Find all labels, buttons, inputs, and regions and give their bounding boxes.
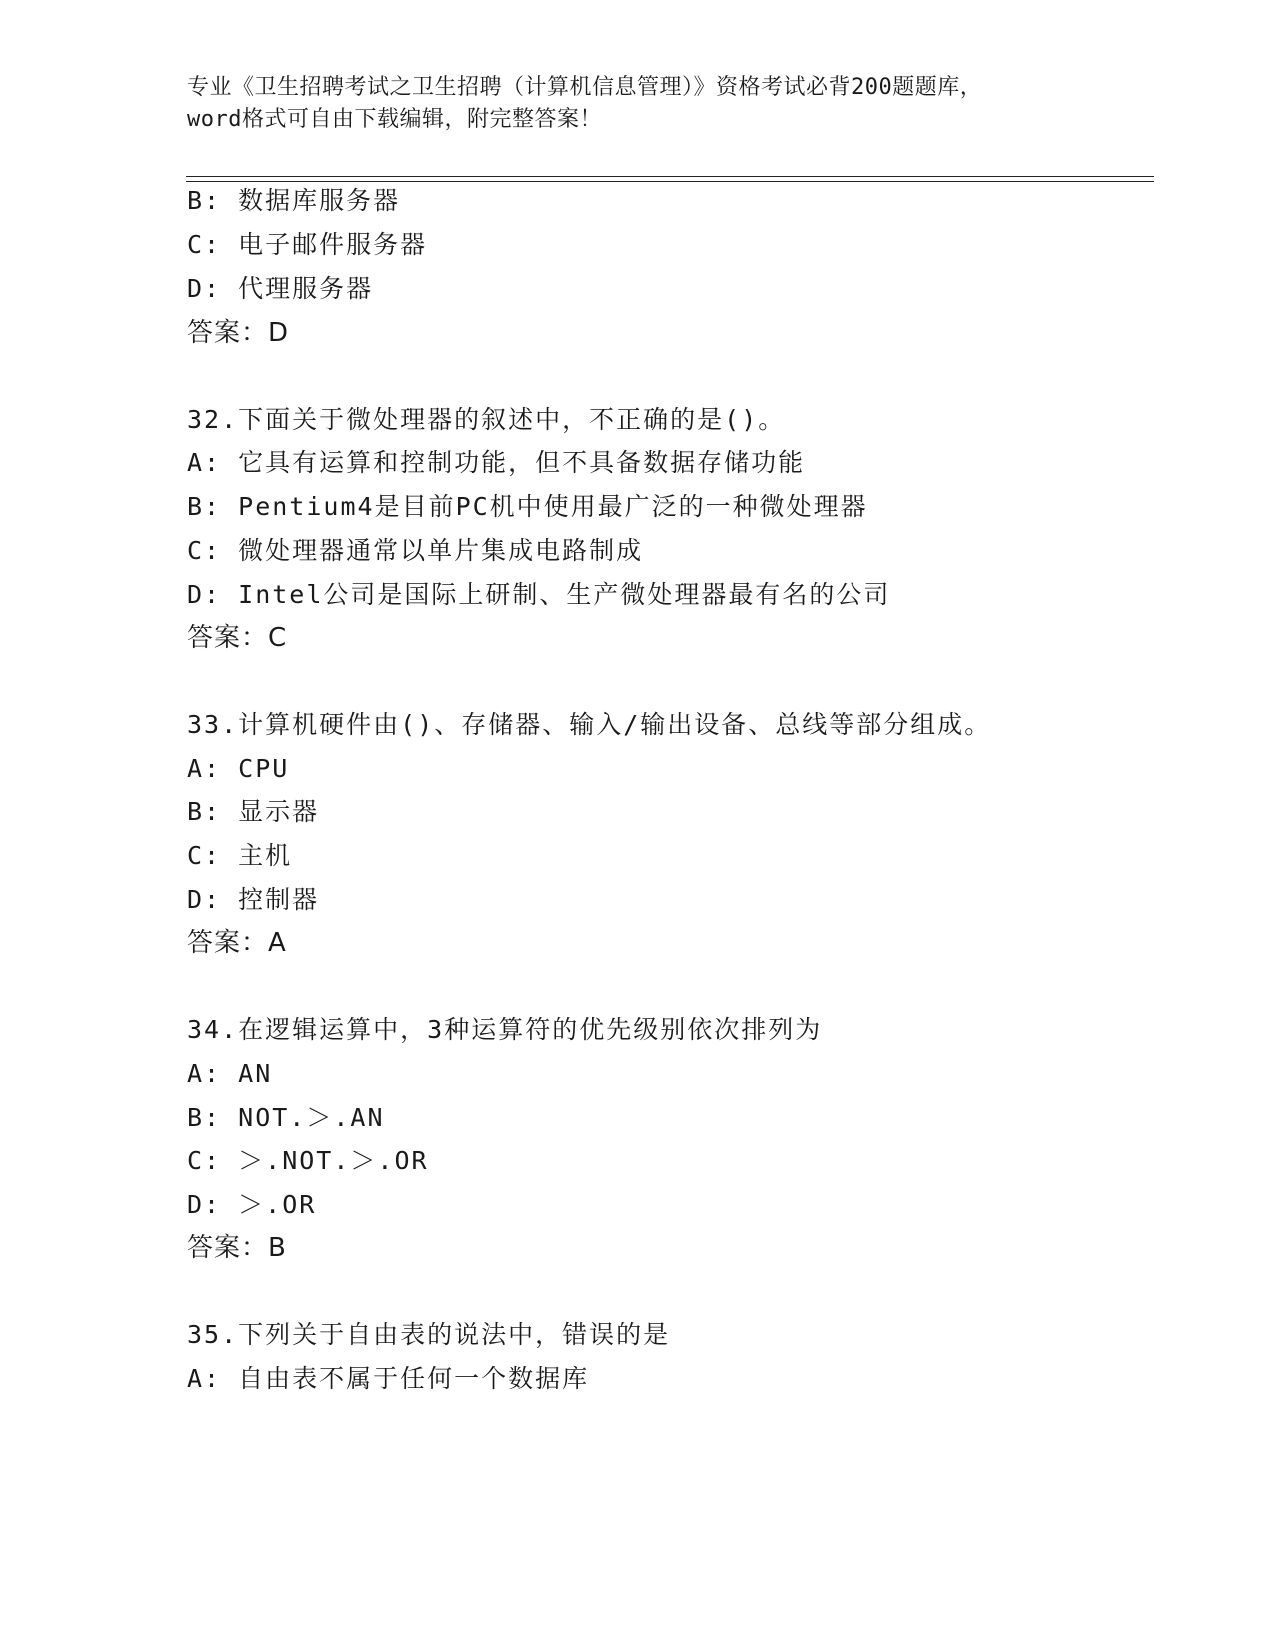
option-line: A: 自由表不属于任何一个数据库 bbox=[187, 1364, 590, 1393]
document-header bbox=[187, 72, 1087, 136]
option-line: A: 它具有运算和控制功能，但不具备数据存储功能 bbox=[187, 448, 806, 477]
header-divider-top bbox=[186, 176, 1154, 177]
option-line: C: 微处理器通常以单片集成电路制成 bbox=[187, 536, 644, 565]
question-stem: 33.计算机硬件由()、存储器、输入/输出设备、总线等部分组成。 bbox=[187, 710, 992, 739]
header-divider-bottom bbox=[186, 181, 1154, 182]
option-line: C: ＞.NOT.＞.OR bbox=[187, 1146, 429, 1175]
option-line: D: 代理服务器 bbox=[187, 274, 374, 303]
header-title-line-2: word格式可自由下载编辑，附完整答案！ bbox=[187, 107, 602, 132]
option-line: D: Intel公司是国际上研制、生产微处理器最有名的公司 bbox=[187, 580, 891, 609]
option-line: C: 主机 bbox=[187, 841, 293, 870]
option-line: B: 数据库服务器 bbox=[187, 186, 401, 215]
answer-line: 答案：D bbox=[187, 318, 290, 348]
option-line: B: Pentium4是目前PC机中使用最广泛的一种微处理器 bbox=[187, 492, 868, 521]
option-line: B: 显示器 bbox=[187, 797, 320, 826]
question-stem: 35.下列关于自由表的说法中，错误的是 bbox=[187, 1320, 671, 1349]
question-stem: 32.下面关于微处理器的叙述中，不正确的是()。 bbox=[187, 405, 786, 434]
answer-line: 答案：C bbox=[187, 623, 288, 653]
question-stem: 34.在逻辑运算中，3种运算符的优先级别依次排列为 bbox=[187, 1015, 823, 1044]
option-line: A: AN bbox=[187, 1059, 273, 1088]
option-line: C: 电子邮件服务器 bbox=[187, 230, 428, 259]
answer-line: 答案：A bbox=[187, 928, 287, 958]
option-line: A: CPU bbox=[187, 754, 290, 783]
option-line: B: NOT.＞.AN bbox=[187, 1103, 385, 1132]
header-title-line-1: 专业《卫生招聘考试之卫生招聘（计算机信息管理）》资格考试必背200题题库， bbox=[187, 75, 983, 100]
option-line: D: ＞.OR bbox=[187, 1190, 317, 1219]
answer-line: 答案：B bbox=[187, 1233, 287, 1263]
option-line: D: 控制器 bbox=[187, 885, 320, 914]
